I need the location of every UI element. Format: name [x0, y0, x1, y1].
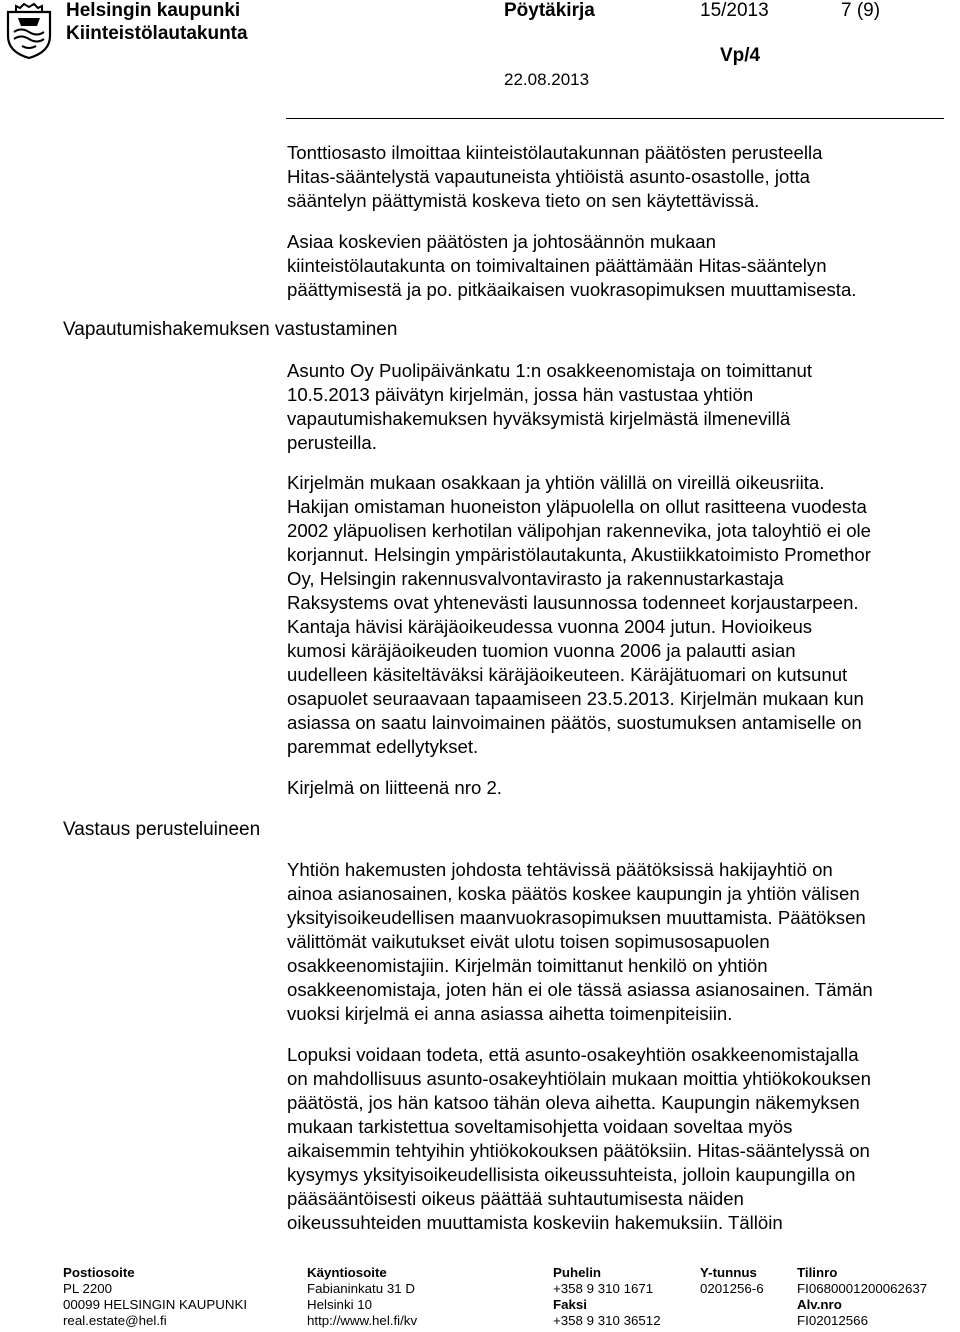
paragraph-line: osakkeenomistajiin. Kirjelmän toimittanut henkilö on yhtiön	[287, 955, 768, 976]
paragraph-line: osapuolet seuraavaan tapaamiseen 23.5.2013. Kirjelmän mukaan kun	[287, 688, 864, 709]
paragraph-line: vapautumishakemuksen hyväksymistä kirjelmästä ilmenevillä	[287, 408, 791, 429]
footer-account-heading: Tilinro	[797, 1265, 838, 1280]
footer-visiting-heading: Käyntiosoite	[307, 1265, 387, 1280]
paragraph-line: pääsääntöisesti oikeus päättää suhtautumisesta näiden	[287, 1188, 744, 1209]
paragraph-4	[287, 471, 947, 759]
paragraph-2	[287, 230, 947, 302]
paragraph-line: Kirjelmä on liitteenä nro 2.	[287, 777, 502, 798]
paragraph-line: kiinteistölautakunta on toimivaltainen päättämään Hitas-sääntelyn	[287, 255, 827, 276]
footer-vat-number: FI02012566	[797, 1313, 868, 1328]
meeting-date: 22.08.2013	[504, 70, 590, 89]
footer-account-number: FI0680001200062637	[797, 1281, 928, 1296]
paragraph-6	[287, 858, 947, 1026]
paragraph-line: oikeussuhteiden muuttamista koskeviin hakemuksiin. Tällöin	[287, 1212, 783, 1233]
footer-postal-heading: Postiosoite	[63, 1265, 135, 1280]
side-label-objection: Vapautumishakemuksen vastustaminen	[63, 319, 398, 340]
paragraph-line: Kantaja hävisi käräjäoikeudessa vuonna 2004 jutun. Hovioikeus	[287, 616, 813, 637]
paragraph-line: Kirjelmän mukaan osakkaan ja yhtiön välillä on vireillä oikeusriita.	[287, 472, 825, 493]
paragraph-line: asiassa on saatu lainvoimainen päätös, suostumuksen antamiselle on	[287, 712, 862, 733]
document-number: 15/2013	[700, 0, 769, 21]
paragraph-line: on mahdollisuus asunto-osakeyhtiölain mukaan moittia yhtiökokouksen	[287, 1068, 871, 1089]
paragraph-line: päätöstä, jos hän katsoo tähän oleva aihetta. Kaupungin näkemyksen	[287, 1092, 860, 1113]
board-name: Kiinteistölautakunta	[66, 23, 248, 44]
paragraph-line: Raksystems ovat yhtenevästi lausunnossa todenneet korjaustarpeen.	[287, 592, 859, 613]
paragraph-line: Tonttiosasto ilmoittaa kiinteistölautakunnan päätösten perusteella	[287, 142, 823, 163]
page-number: 7 (9)	[841, 0, 881, 21]
helsinki-crest-logo	[4, 2, 54, 60]
paragraph-line: uudelleen käsiteltäväksi käräjäoikeuteen. Käräjätuomari on kutsunut	[287, 664, 848, 685]
paragraph-line: Hitas-sääntelystä vapautuneista yhtiöistä asunto-osastolle, jotta	[287, 166, 810, 187]
paragraph-line: vuoksi kirjelmä ei anna asiassa aihetta toimenpiteisiin.	[287, 1003, 733, 1024]
paragraph-line: osakkeenomistaja, joten hän ei ole tässä asiassa asianosainen. Tämän	[287, 979, 873, 1000]
section-code: Vp/4	[720, 45, 761, 66]
paragraph-line: kysymys yksityisoikeudellisista oikeussuhteista, jolloin kaupungilla on	[287, 1164, 856, 1185]
paragraph-line: Asiaa koskevien päätösten ja johtosäännön mukaan	[287, 231, 716, 252]
footer-fax-number: +358 9 310 36512	[553, 1313, 661, 1328]
paragraph-line: ainoa asianosainen, koska päätös koskee kaupungin ja yhtiön välisen	[287, 883, 860, 904]
footer-email[interactable]: real.estate@hel.fi	[63, 1313, 167, 1328]
footer-business-id: 0201256-6	[700, 1281, 764, 1296]
paragraph-1	[287, 141, 947, 213]
header-divider	[286, 118, 944, 119]
paragraph-line: 10.5.2013 päivätyn kirjelmän, jossa hän vastustaa yhtiön	[287, 384, 754, 405]
footer-postal-city: 00099 HELSINGIN KAUPUNKI	[63, 1297, 248, 1312]
footer-phone-number: +358 9 310 1671	[553, 1281, 654, 1296]
paragraph-line: aikaisemmin tehtyihin yhtiökokouksen päätöksiin. Hitas-sääntelyssä on	[287, 1140, 870, 1161]
paragraph-line: yksityisoikeudellisen maanvuokrasopimuksen muuttamista. Päätöksen	[287, 907, 866, 928]
footer-fax-heading: Faksi	[553, 1297, 588, 1312]
footer-website-link[interactable]: http://www.hel.fi/kv	[307, 1313, 418, 1328]
footer-visiting-street: Fabianinkatu 31 D	[307, 1281, 415, 1296]
document-type: Pöytäkirja	[504, 0, 595, 21]
paragraph-line: perusteilla.	[287, 432, 377, 453]
footer-business-id-heading: Y-tunnus	[700, 1265, 757, 1280]
footer-phone-heading: Puhelin	[553, 1265, 602, 1280]
paragraph-line: paremmat edellytykset.	[287, 736, 479, 757]
paragraph-line: 2002 yläpuolisen kerhotilan välipohjan rakennevika, jota taloyhtiö ei ole	[287, 520, 872, 541]
city-name: Helsingin kaupunki	[66, 0, 241, 21]
footer-visiting-city: Helsinki 10	[307, 1297, 373, 1312]
paragraph-line: sääntelyn päättymistä koskeva tieto on sen käytettävissä.	[287, 190, 760, 211]
footer-postal-box: PL 2200	[63, 1281, 113, 1296]
paragraph-line: Yhtiön hakemusten johdosta tehtävissä päätöksissä hakijayhtiö on	[287, 859, 833, 880]
paragraph-line: Hakijan omistaman huoneiston yläpuolella on ollut rasitteena vuodesta	[287, 496, 867, 517]
paragraph-5	[287, 776, 947, 800]
side-label-response: Vastaus perusteluineen	[63, 819, 261, 840]
footer-vat-heading: Alv.nro	[797, 1297, 842, 1312]
paragraph-line: välittömät vaikutukset eivät ulotu toisen sopimusosapuolen	[287, 931, 770, 952]
paragraph-line: mukaan tarkistettua soveltamisohjetta voidaan soveltaa myös	[287, 1116, 793, 1137]
paragraph-line: Asunto Oy Puolipäivänkatu 1:n osakkeenomistaja on toimittanut	[287, 360, 813, 381]
paragraph-7	[287, 1043, 947, 1235]
paragraph-line: kumosi käräjäoikeuden tuomion vuonna 2006 ja palautti asian	[287, 640, 796, 661]
paragraph-line: korjannut. Helsingin ympäristölautakunta, Akustiikkatoimisto Promethor	[287, 544, 871, 565]
paragraph-3	[287, 359, 947, 455]
paragraph-line: Lopuksi voidaan todeta, että asunto-osakeyhtiön osakkeenomistajalla	[287, 1044, 859, 1065]
paragraph-line: Oy, Helsingin rakennusvalvontavirasto ja rakennustarkastaja	[287, 568, 784, 589]
paragraph-line: päättymisestä ja po. pitkäaikaisen vuokrasopimuksen muuttamisesta.	[287, 279, 857, 300]
